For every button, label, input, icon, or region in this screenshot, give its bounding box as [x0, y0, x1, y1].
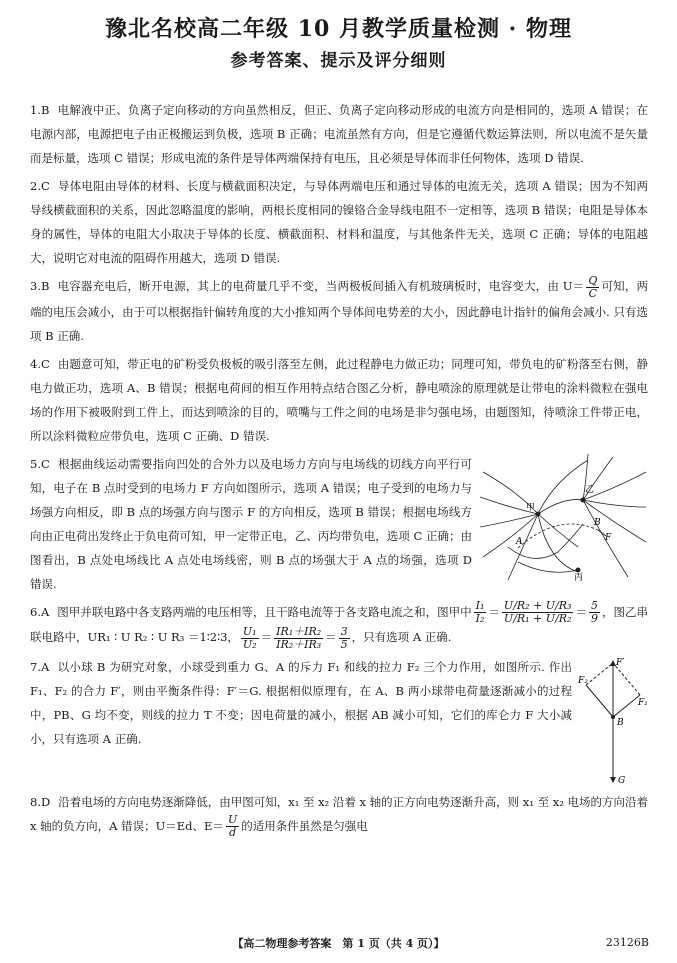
fraction-u-over-d: $\frac{U}{d}$ — [227, 813, 238, 839]
page-footer: 【高二物理参考答案 第 1 页（共 4 页）】 — [232, 937, 445, 950]
fraction-i1-over-i2: $\frac{\text{I₁}}{\text{I₂}}$ — [475, 599, 485, 625]
answer-content — [30, 98, 648, 843]
answer-text: 图甲并联电路中各支路两端的电压相等，且干路电流等于各支路电流之和，图甲中 — [57, 604, 472, 619]
answer-7 — [30, 655, 648, 790]
answer-1 — [30, 98, 648, 170]
fraction-current-ratio: $\frac{\text{U/R₂ + U/R₃}}{\text{U/R₁ + U/R₂}}$ — [503, 599, 572, 625]
fraction-u1-over-u2: $\frac{\text{U₁}}{\text{U₂}}$ — [242, 624, 257, 651]
answer-number: 2.C — [30, 179, 50, 193]
answer-number: 7.A — [30, 659, 50, 674]
page-subtitle: 参考答案、提示及评分细则 — [230, 51, 447, 71]
force-label-f: F — [605, 532, 612, 543]
point-label-b: B — [617, 717, 624, 728]
answer-text: 电容器充电后，断开电源，其上的电荷量几乎不变，当两极板间插入有机玻璃板时，电容变大，由 U＝ — [57, 279, 585, 293]
force-label-g: G — [618, 775, 626, 786]
page-title: 豫北名校高二年级 10 月教学质量检测 · 物理 — [105, 16, 572, 42]
charge-label-p2: 乙 — [585, 484, 595, 495]
answer-6: 6.A 图甲并联电路中各支路两端的电压相等，且干路电流等于各支路电流之和，图甲中 $\frac{\text{I₁}}{\text{I₂}}$ ＝ $\frac{\text{U/R₂ + U/R₃}}{\text{U/R₁ + U/R₂}}$ ＝ $\frac{5}{9}$ ，图乙串联电路中，UR₁ ∶ U R₂ ∶ U R₃ ＝1∶2∶3， $\frac{\text{U₁}}{\text{U₂}}$ ＝ $\frac{\text{IR₁＋IR₂}}{\text{IR₂＋IR₃}}$ ＝ $\frac{3}{5}$ ，只有选项 A 正确. — [30, 599, 649, 651]
force-label-fprime: F′ — [616, 657, 625, 668]
force-diagram-figure — [578, 655, 648, 790]
answer-text: 根据曲线运动需要指向凹处的合外力以及电场力方向与电场线的切线方向平行可知，电子在 B 点时受到的电场力 F 方向如图所示，选项 A 错误；电子受到的电场力与场强方向相反，即 B 点的场强方向与图示 F 的方向相反，选项 B 错误；根据电场线方向由正电荷出发终止于负电荷可知，甲一定带正电，乙、丙均带负电，选项 C 正确；由图看出，B 点处电场线比 A 点处电场线密，则 B 点的场强大于 A 点的场强，选项 D 错误. — [30, 456, 472, 591]
fraction-three-fifths: $\frac{3}{5}$ — [340, 624, 348, 651]
answer-number: 4.C — [30, 356, 50, 371]
answer-text: 沿着电场的方向电势逐渐降低，由甲图可知，x₁ 至 x₂ 沿着 x 轴的正方向电势逐渐升高，则 x₁ 至 x₂ 电场的方向沿着 x 轴的负方向，A 错误；U＝Ed、E＝ — [30, 794, 648, 833]
answer-number: 3.B — [30, 279, 50, 293]
answer-number: 5.C — [30, 456, 50, 471]
answer-text: 由题意可知，带正电的矿粉受负极板的吸引落至左侧，此过程静电力做正功；同理可知，带负电的矿粉落至右侧，静电力做正功，选项 A、B 错误；根据电荷间的相互作用特点结合图乙分析，静电喷涂的原理就是让带电的涂料微粒在强电场的作用下被吸附到工件上，而达到喷涂的目的，喷嘴与工件之间的电场是非匀强电场，由题图知，待喷涂工件带正电，所以涂料微粒应带负电，选项 C 正确、D 错误. — [30, 356, 648, 443]
answer-text: 的适用条件虽然是匀强电 — [241, 818, 368, 833]
fraction-q-over-c: $\frac{Q}{C}$ — [588, 273, 598, 300]
answer-number: 8.D — [30, 794, 51, 809]
answer-text: 可知，两端的电压会减小，由于可以根据指针偏转角度的大小推知两个导体间电势差的大小，因此静电计指针的偏角会减小. 只有选项 B 正确. — [30, 279, 649, 343]
answer-text: 电解液中正、负离子定向移动的方向虽然相反，但正、负离子定向移动形成的电流方向是相同的，选项 A 错误；在电源内部，电源把电子由正极搬运到负极，选项 B 正确；电流虽然有方向，但是它遵循代数运算法则，所以电流不是矢量而是标量，选项 C 错误；形成电流的条件是导体两端保持有电压，且必须是导体而非任何物体，选项 D 错误. — [30, 103, 648, 165]
answer-number: 1.B — [30, 103, 50, 117]
fraction-voltage-sum: $\frac{\text{IR₁＋IR₂}}{\text{IR₂＋IR₃}}$ — [276, 624, 322, 651]
answer-text: ，图乙串联电路中，U — [30, 604, 649, 644]
point-label-a: A — [516, 536, 523, 547]
answer-8 — [30, 790, 648, 840]
answer-4 — [30, 352, 648, 448]
point-label-b: B — [594, 517, 601, 528]
answer-text: R₁ ∶ U R₂ ∶ U R₃ ＝1∶2∶3， — [97, 630, 239, 644]
answer-number: 6.A — [30, 604, 50, 619]
answer-text: 以小球 B 为研究对象，小球受到重力 G、A 的斥力 F₁ 和线的拉力 F₂ 三个力作用，如图所示. 作出 F₁、F₂ 的合力 F′，则由平衡条件得：F′＝G. 根据相似原理有，在 A、B 两小球带电荷量逐渐减小的过程中，PB、G 均不变，则线的拉力 T 不变；因电荷量的减小，根据 AB 减小可知，它们的库仑力 F 大小减小，只有选项 A 正确. — [30, 659, 573, 746]
force-label-f1: F₁ — [638, 697, 648, 708]
answer-text: ，只有选项 A 正确. — [351, 630, 452, 644]
answer-text: 导体电阻由导体的材料、长度与横截面积决定，与导体两端电压和通过导体的电流无关，选项 A 错误；因为不知两导线横截面积的关系，因此忽略温度的影响，两根长度相同的镍铬合金导线电阻不一定相等，选项 B 错误；电阻是导体本身的属性，导体的电阻大小取决于导体的长度、横截面积、材料和温度，与其他条件无关，选项 C 正确；导体的电阻越大，说明它对电流的阻碍作用越大，选项 D 错误. — [30, 179, 648, 265]
answer-3 — [30, 274, 648, 348]
document-code: 23126B — [605, 936, 649, 949]
force-label-f2: F₂ — [578, 675, 588, 686]
charge-label-p1: 甲 — [526, 502, 536, 513]
fraction-five-ninths: $\frac{5}{9}$ — [591, 599, 598, 625]
charge-label-p3: 丙 — [574, 572, 584, 582]
electric-field-figure — [478, 452, 648, 582]
answer-5 — [30, 452, 648, 600]
answer-2 — [30, 174, 648, 270]
